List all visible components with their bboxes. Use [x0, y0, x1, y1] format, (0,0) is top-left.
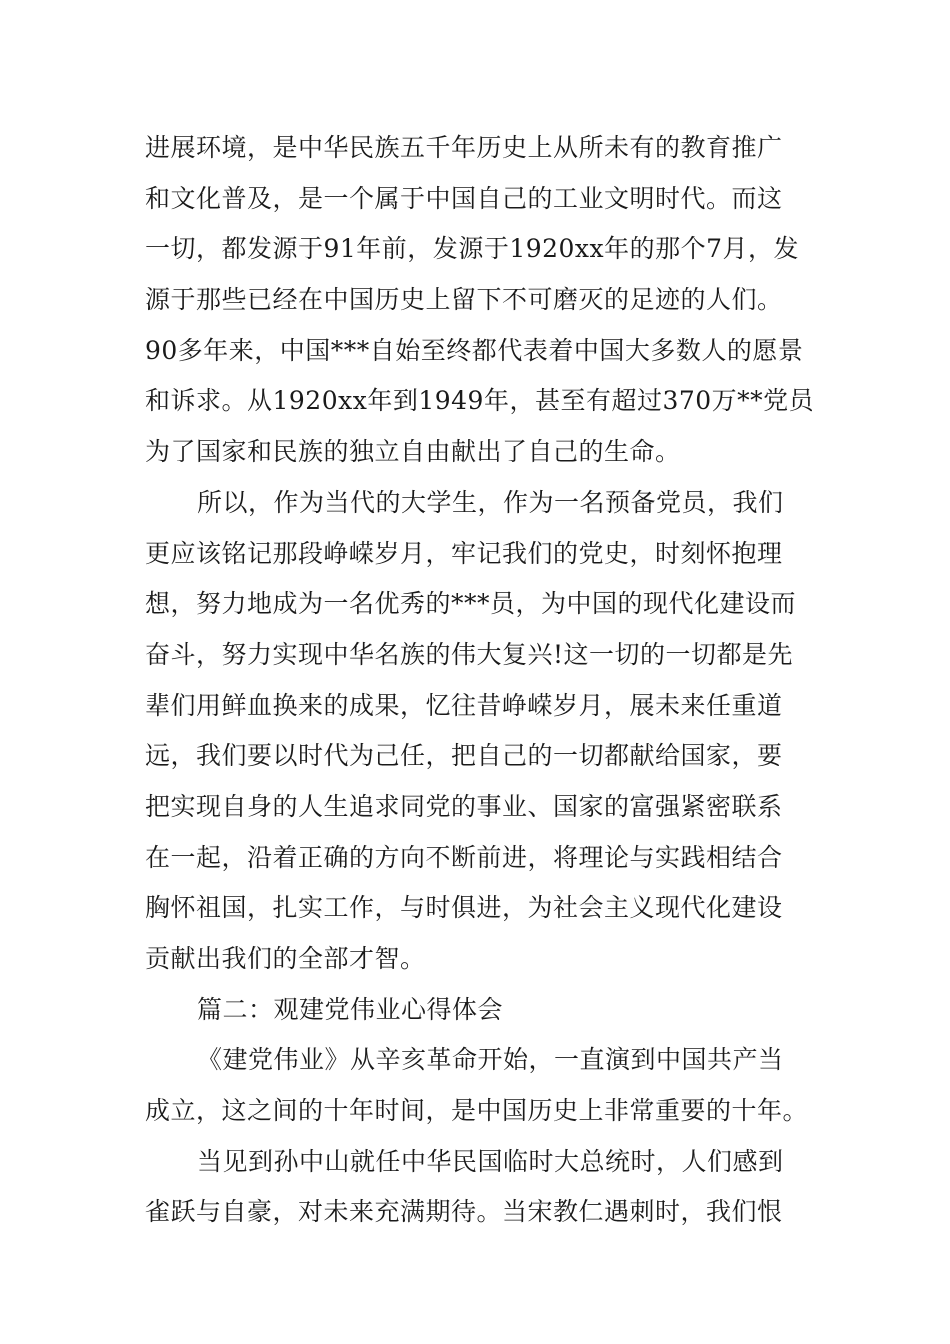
text-line: 在一起，沿着正确的方向不断前进，将理论与实践相结合 [145, 842, 783, 872]
text-line: 成立，这之间的十年时间，是中国历史上非常重要的十年。 [145, 1096, 809, 1126]
text-line: 更应该铭记那段峥嵘岁月，牢记我们的党史，时刻怀抱理 [145, 538, 783, 568]
text-line: 贡献出我们的全部才智。 [145, 944, 426, 973]
paragraph-start-line: 《建党伟业》从辛亥革命开始，一直演到中国共产当 [197, 1045, 784, 1075]
text-line: 一切，都发源于91年前，发源于1920xx年的那个7月，发 [145, 234, 800, 264]
text-line: 雀跃与自豪，对未来充满期待。当宋教仁遇刺时，我们恨 [145, 1197, 783, 1227]
text-line: 奋斗，努力实现中华名族的伟大复兴!这一切的一切都是先 [145, 639, 794, 669]
text-line: 和诉求。从1920xx年到1949年，甚至有超过370万**党员 [145, 386, 815, 416]
paragraph-start-line: 当见到孙中山就任中华民国临时大总统时，人们感到 [197, 1146, 784, 1176]
section-heading: 篇二：观建党伟业心得体会 [197, 994, 504, 1024]
text-line: 为了国家和民族的独立自由献出了自己的生命。 [145, 437, 681, 467]
text-line: 进展环境，是中华民族五千年历史上从所未有的教育推广 [145, 133, 783, 162]
text-line: 把实现自身的人生追求同党的事业、国家的富强紧密联系 [145, 791, 783, 821]
text-line: 想，努力地成为一名优秀的***员，为中国的现代化建设而 [145, 589, 797, 619]
text-line: 辈们用鲜血换来的成果，忆往昔峥嵘岁月，展未来任重道 [145, 690, 783, 720]
text-line: 源于那些已经在中国历史上留下不可磨灭的足迹的人们。 [145, 285, 783, 315]
document-body [145, 123, 815, 1238]
paragraph-start-line: 所以，作为当代的大学生，作为一名预备党员，我们 [197, 487, 784, 517]
text-line: 和文化普及，是一个属于中国自己的工业文明时代。而这 [145, 183, 783, 213]
text-line: 90多年来，中国***自始至终都代表着中国大多数人的愿景 [145, 335, 804, 365]
text-line: 胸怀祖国，扎实工作，与时俱进，为社会主义现代化建设 [145, 893, 783, 923]
text-line: 远，我们要以时代为己任，把自己的一切都献给国家，要 [145, 741, 783, 771]
